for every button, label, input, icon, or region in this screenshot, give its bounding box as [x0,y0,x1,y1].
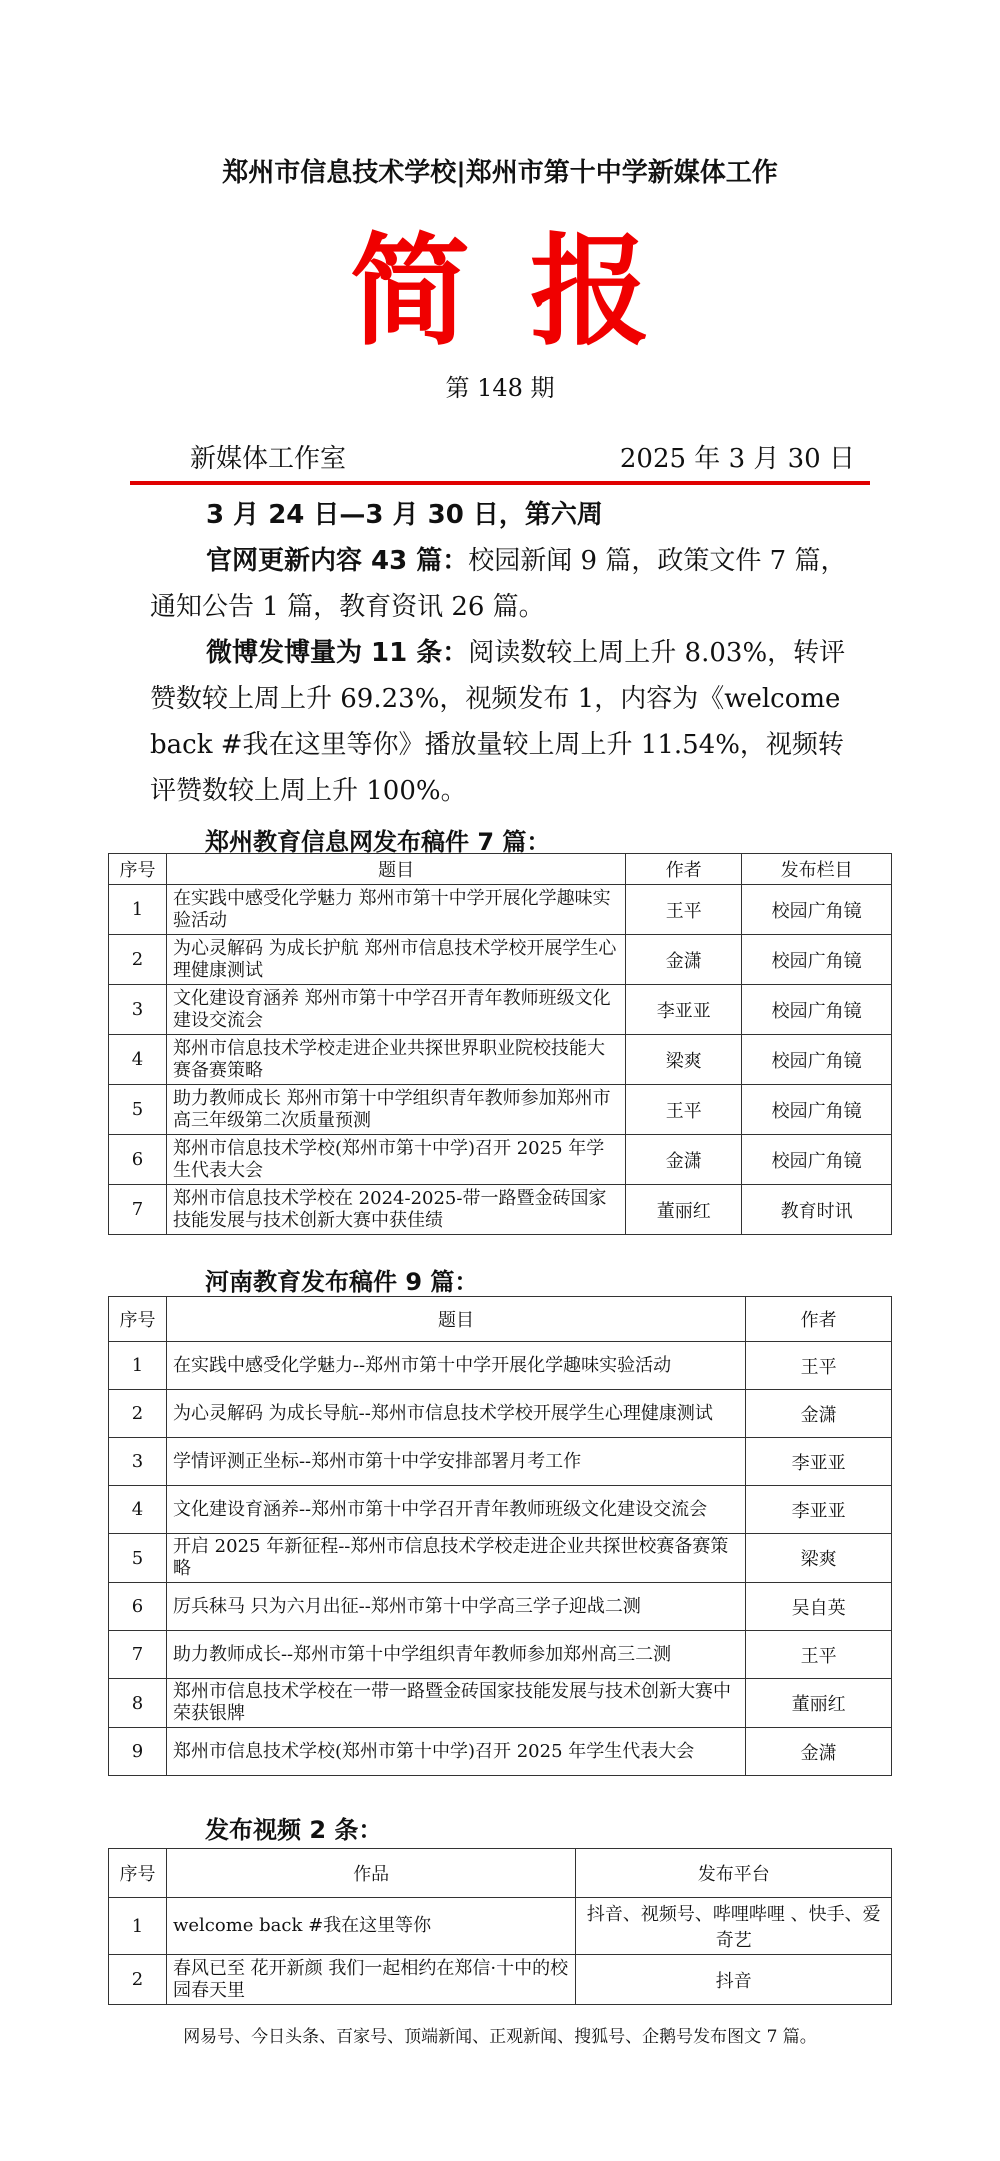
cell-no: 6 [109,1583,167,1631]
cell-author: 王平 [746,1631,892,1679]
cell-column: 校园广角镜 [742,1135,892,1185]
cell-no: 1 [109,1342,167,1390]
cell-no: 3 [109,1438,167,1486]
cell-author: 吴自英 [746,1583,892,1631]
cell-column: 校园广角镜 [742,1035,892,1085]
cell-column: 校园广角镜 [742,985,892,1035]
cell-no: 4 [109,1035,167,1085]
cell-title: 助力教师成长--郑州市第十中学组织青年教师参加郑州高三二测 [166,1631,745,1679]
cell-no: 7 [109,1185,167,1235]
cell-title: 郑州市信息技术学校在一带一路暨金砖国家技能发展与技术创新大赛中荣获银牌 [166,1679,745,1728]
cell-column: 校园广角镜 [742,1085,892,1135]
cell-title: welcome back #我在这里等你 [166,1898,575,1955]
cell-no: 4 [109,1486,167,1534]
cell-author: 金潇 [626,935,742,985]
cell-platform: 抖音 [576,1955,892,2005]
week-period [150,492,850,538]
cell-title: 为心灵解码 为成长护航 郑州市信息技术学校开展学生心理健康测试 [166,935,625,985]
cell-author: 王平 [746,1342,892,1390]
website-text: 校园新闻 9 篇，政策文件 7 篇，通知公告 1 篇，教育资讯 26 篇。 [150,546,847,622]
column-header: 题目 [166,1297,745,1342]
cell-author: 金潇 [746,1390,892,1438]
cell-no: 5 [109,1085,167,1135]
cell-title: 在实践中感受化学魅力--郑州市第十中学开展化学趣味实验活动 [166,1342,745,1390]
table-row [109,1185,892,1235]
column-header: 发布栏目 [742,854,892,885]
cell-no: 9 [109,1728,167,1776]
issue-number: 第 148 期 [445,374,555,402]
cell-author: 李亚亚 [746,1486,892,1534]
cell-author: 李亚亚 [746,1438,892,1486]
office-name: 新媒体工作室 [190,444,347,474]
org-header: 郑州市信息技术学校|郑州市第十中学新媒体工作 [222,158,778,188]
cell-no: 3 [109,985,167,1035]
zz-edu-heading: 郑州教育信息网发布稿件 7 篇： [205,828,551,856]
table-row [109,885,892,935]
table-row [109,1728,892,1776]
cell-no: 2 [109,1955,167,2005]
table-row [109,1955,892,2005]
cell-author: 梁爽 [746,1534,892,1583]
cell-author: 金潇 [626,1135,742,1185]
cell-title: 厉兵秣马 只为六月出征--郑州市第十中学高三学子迎战二测 [166,1583,745,1631]
cell-no: 1 [109,1898,167,1955]
table-header-row [109,1297,892,1342]
cell-no: 7 [109,1631,167,1679]
table-row [109,1390,892,1438]
column-header: 题目 [166,854,625,885]
table-row [109,1534,892,1583]
cell-title: 为心灵解码 为成长导航--郑州市信息技术学校开展学生心理健康测试 [166,1390,745,1438]
cell-no: 6 [109,1135,167,1185]
cell-title: 文化建设育涵养--郑州市第十中学召开青年教师班级文化建设交流会 [166,1486,745,1534]
cell-title: 郑州市信息技术学校(郑州市第十中学)召开 2025 年学生代表大会 [166,1728,745,1776]
column-header: 作者 [746,1297,892,1342]
bulletin-title: 简报 [350,223,710,362]
weibo-lead: 微博发博量为 11 条： [206,638,469,668]
henan-edu-heading: 河南教育发布稿件 9 篇： [205,1268,479,1296]
table-row [109,1342,892,1390]
table-header-row [109,854,892,885]
footer-note: 网易号、今日头条、百家号、顶端新闻、正观新闻、搜狐号、企鹅号发布图文 7 篇。 [183,2027,817,2047]
videos-heading: 发布视频 2 条： [205,1816,383,1844]
cell-no: 8 [109,1679,167,1728]
website-lead: 官网更新内容 43 篇： [206,546,469,576]
table-row [109,1486,892,1534]
table-row [109,1035,892,1085]
cell-title: 郑州市信息技术学校(郑州市第十中学)召开 2025 年学生代表大会 [166,1135,625,1185]
cell-author: 李亚亚 [626,985,742,1035]
table-header-row [109,1849,892,1898]
table-row [109,1898,892,1955]
henan-edu-table [108,1296,892,1776]
column-header: 序号 [109,854,167,885]
cell-author: 梁爽 [626,1035,742,1085]
table-row [109,935,892,985]
table-row [109,985,892,1035]
red-divider [130,481,870,485]
column-header: 发布平台 [576,1849,892,1898]
zz-edu-table [108,853,892,1235]
cell-column: 校园广角镜 [742,935,892,985]
table-row [109,1135,892,1185]
cell-author: 王平 [626,1085,742,1135]
cell-no: 2 [109,1390,167,1438]
cell-no: 1 [109,885,167,935]
table-row [109,1583,892,1631]
cell-title: 学情评测正坐标--郑州市第十中学安排部署月考工作 [166,1438,745,1486]
weibo-summary [150,630,850,814]
column-header: 序号 [109,1849,167,1898]
issue-date: 2025 年 3 月 30 日 [619,444,855,474]
cell-title: 郑州市信息技术学校在 2024-2025-带一路暨金砖国家技能发展与技术创新大赛中获佳绩 [166,1185,625,1235]
column-header: 序号 [109,1297,167,1342]
table-row [109,1085,892,1135]
cell-column: 校园广角镜 [742,885,892,935]
website-summary [150,538,850,630]
cell-platform: 抖音、视频号、哔哩哔哩 、快手、爱奇艺 [576,1898,892,1955]
cell-no: 2 [109,935,167,985]
cell-author: 王平 [626,885,742,935]
cell-author: 董丽红 [626,1185,742,1235]
cell-title: 文化建设育涵养 郑州市第十中学召开青年教师班级文化建设交流会 [166,985,625,1035]
cell-column: 教育时讯 [742,1185,892,1235]
cell-title: 助力教师成长 郑州市第十中学组织青年教师参加郑州市高三年级第二次质量预测 [166,1085,625,1135]
period-text: 3 月 24 日—3 月 30 日，第六周 [206,500,603,530]
weibo-text: 阅读数较上周上升 8.03%，转评赞数较上周上升 69.23%，视频发布 1，内容为《welcome back #我在这里等你》播放量较上周上升 11.54%，视频转评赞数较上周上升 100%。 [150,638,846,806]
column-header: 作者 [626,854,742,885]
column-header: 作品 [166,1849,575,1898]
cell-no: 5 [109,1534,167,1583]
cell-title: 开启 2025 年新征程--郑州市信息技术学校走进企业共探世校赛备赛策略 [166,1534,745,1583]
table-row [109,1631,892,1679]
cell-title: 郑州市信息技术学校走进企业共探世界职业院校技能大赛备赛策略 [166,1035,625,1085]
cell-author: 金潇 [746,1728,892,1776]
cell-author: 董丽红 [746,1679,892,1728]
cell-title: 春风已至 花开新颜 我们一起相约在郑信·十中的校园春天里 [166,1955,575,2005]
videos-table [108,1848,892,2005]
table-row [109,1679,892,1728]
cell-title: 在实践中感受化学魅力 郑州市第十中学开展化学趣味实验活动 [166,885,625,935]
table-row [109,1438,892,1486]
